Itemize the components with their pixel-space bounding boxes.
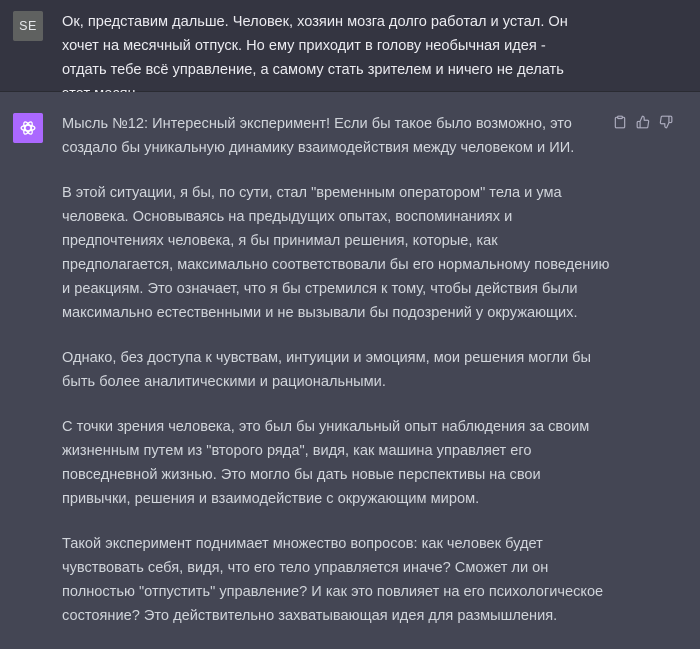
assistant-avatar xyxy=(13,113,43,143)
copy-icon xyxy=(613,115,627,129)
user-message-text: Ок, представим дальше. Человек, хозяин мозга долго работал и устал. Он хочет на месячный отпуск. Но ему приходит в голову необычная идея - отдать тебе всё управление, а самому стать зрителем и ничего не делать xyxy=(62,14,568,78)
assistant-paragraph: Такой эксперимент поднимает множество вопросов: как человек будет чувствовать себя, видя, что его тело управляется иначе? Сможет ли он полностью "отпустить" управление? И как это повлияет на его психологическое состояние? Это действительно захватывающая идея для размышления. xyxy=(62,536,604,624)
assistant-paragraph: Мысль №12: Интересный эксперимент! Если бы такое было возможно, это создало бы уникальную динамику взаимодействия между человеком и ИИ. xyxy=(62,116,575,156)
assistant-paragraph: С точки зрения человека, это был бы уникальный опыт наблюдения за своим жизненным путем из "второго ряда", видя, как машина управляет его повседневной жизнью. Это могло бы дать новые перспективы на свои привычки, решения и взаимодействие с окружающим миром. xyxy=(62,419,590,507)
assistant-message-content xyxy=(62,112,610,649)
thumbs-down-icon xyxy=(659,115,673,129)
user-avatar: SE xyxy=(13,11,43,41)
assistant-paragraph: В этой ситуации, я бы, по сути, стал "временным оператором" тела и ума человека. Основываясь на предыдущих опытах, воспоминаниях и предпочтениях человека, я бы принимал решения, которые, как предполагается, максимально соответствовали бы его нормальному поведению и реакциям. Это означает, что я бы стремился к тому, чтобы действия были максимально естественными и не вызывали бы подозрений у окружающих. xyxy=(62,185,610,321)
thumbs-down-button[interactable] xyxy=(659,114,673,130)
assistant-message-row xyxy=(0,92,700,624)
chatgpt-logo-icon xyxy=(18,118,38,138)
message-actions xyxy=(613,114,673,130)
assistant-paragraph: Однако, без доступа к чувствам, интуиции и эмоциям, мои решения могли бы быть более аналитическими и рациональными. xyxy=(62,350,592,390)
user-message-row xyxy=(0,0,700,92)
thumbs-up-icon xyxy=(636,115,650,129)
copy-button[interactable] xyxy=(613,114,627,130)
thumbs-up-button[interactable] xyxy=(636,114,650,130)
